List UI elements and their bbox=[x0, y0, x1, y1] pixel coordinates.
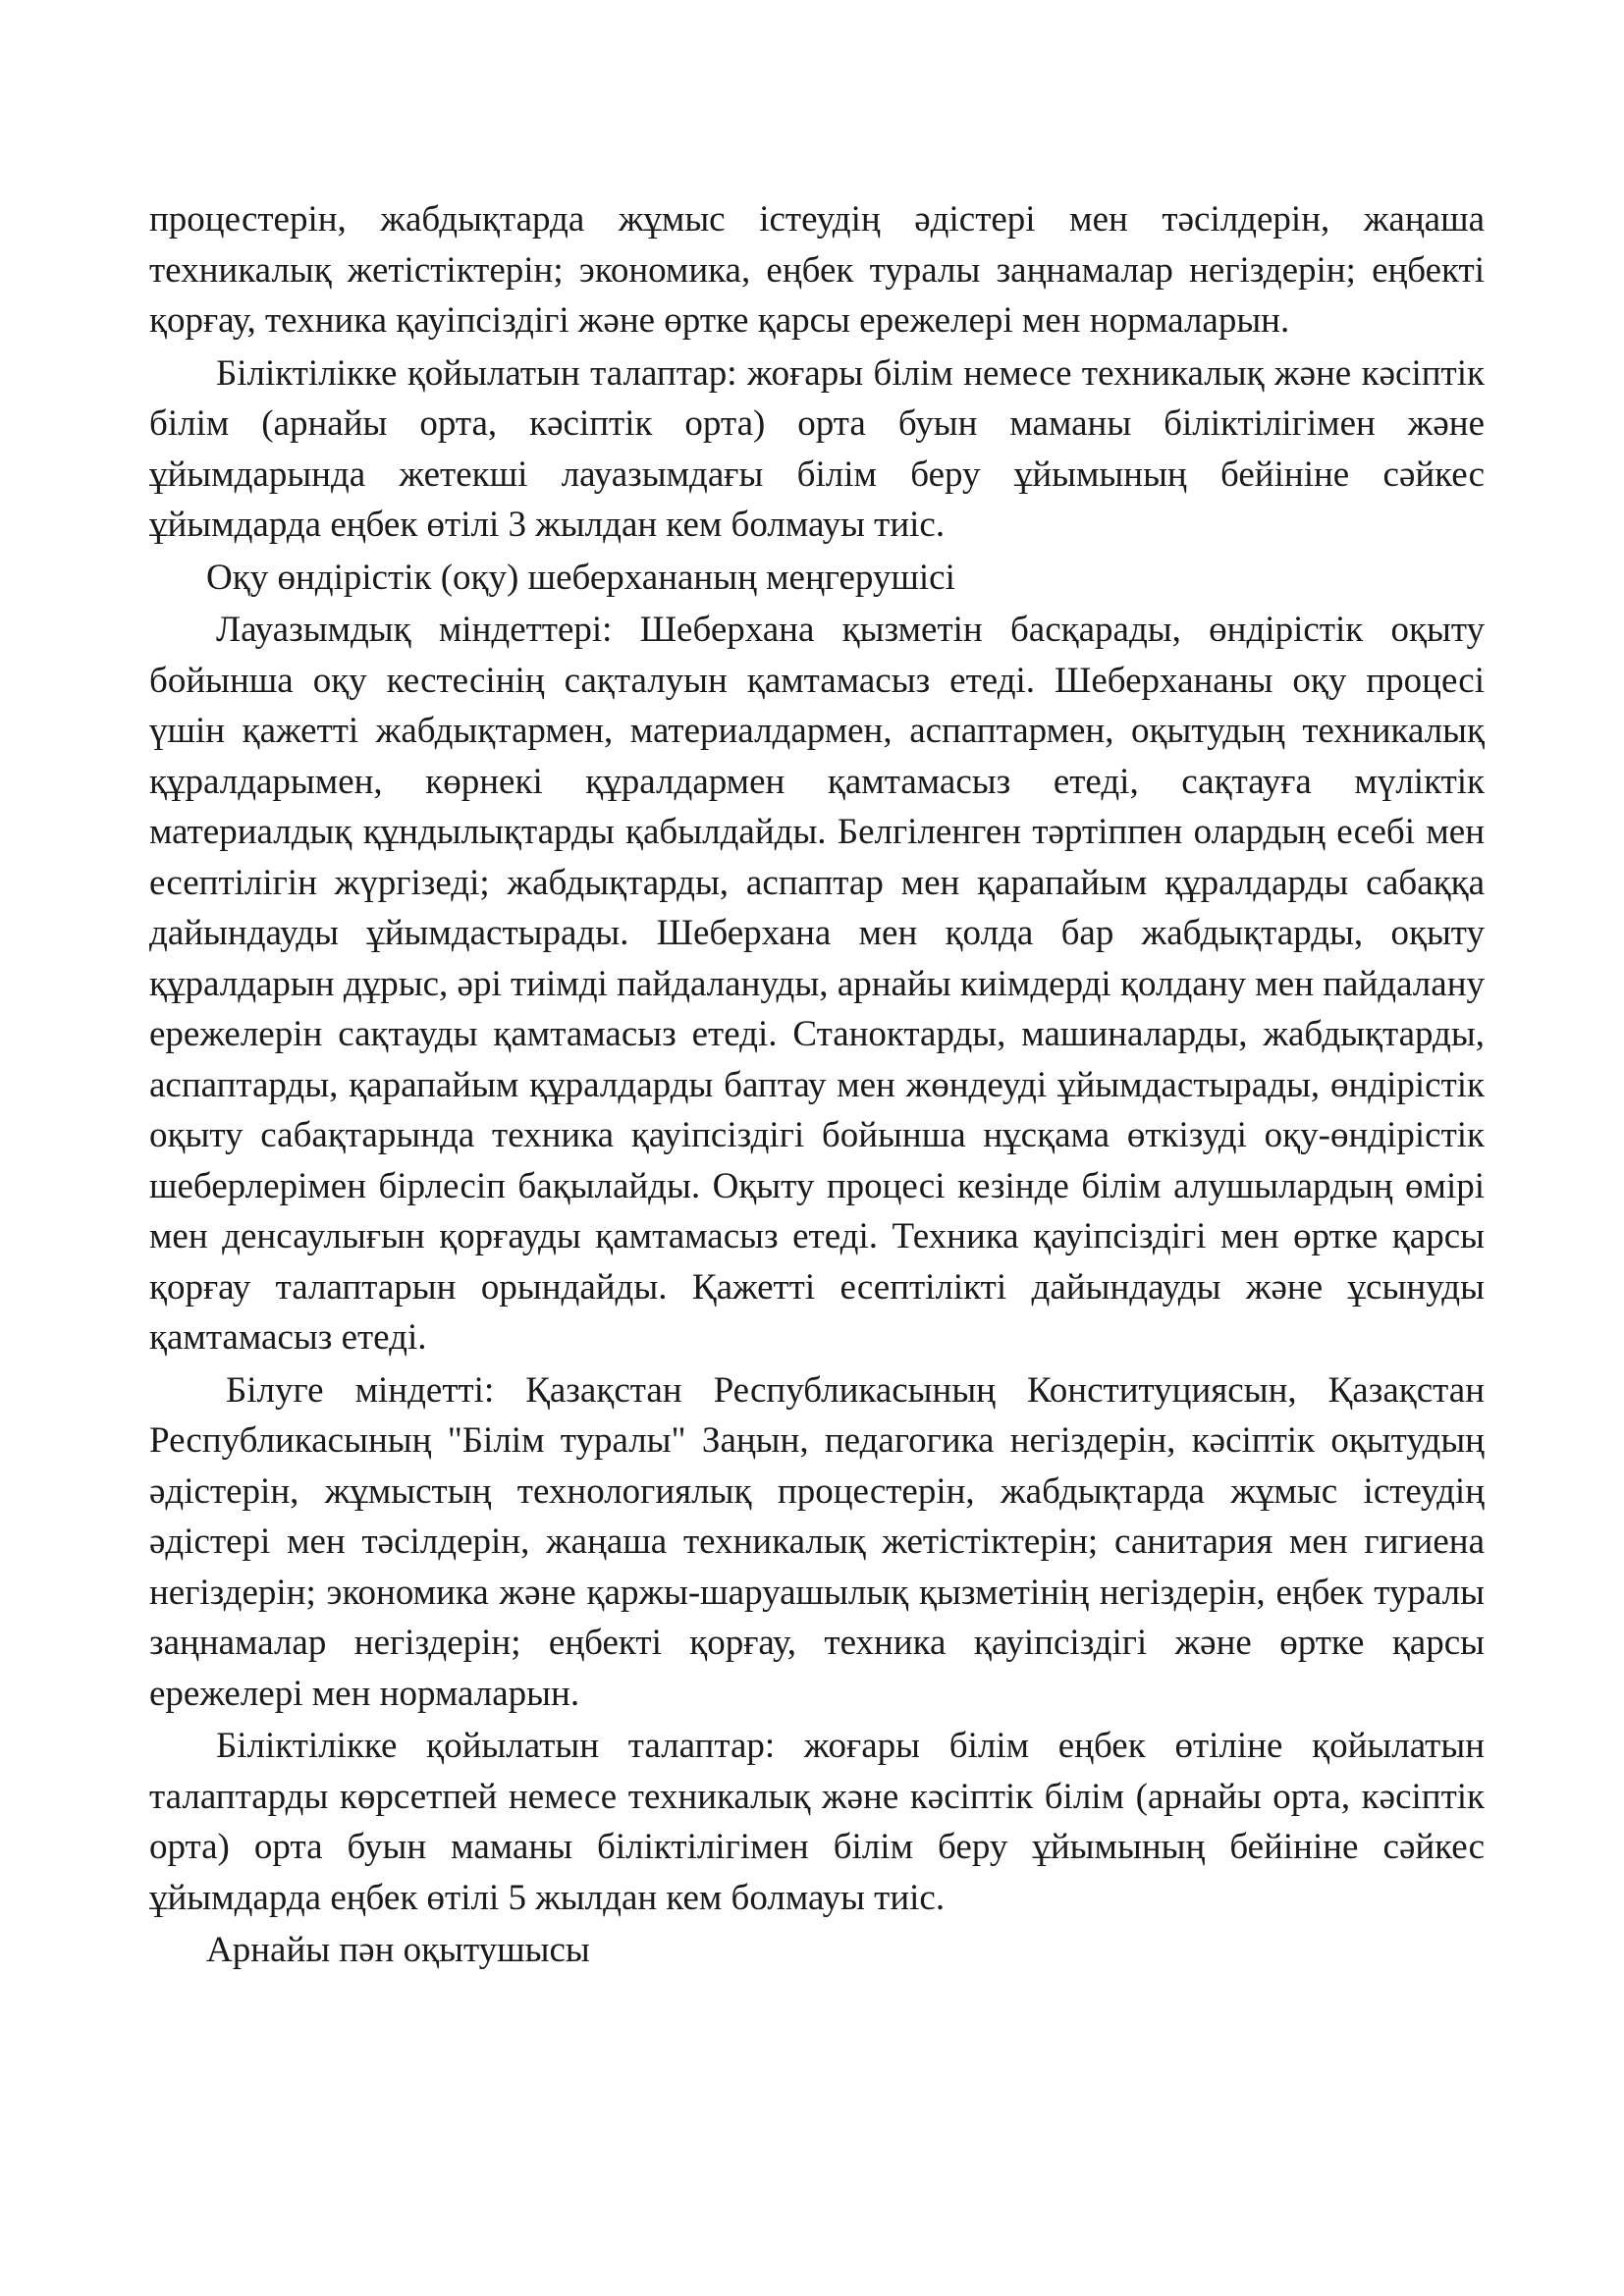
paragraph-job-duties: Лауазымдық міндеттері: Шеберхана қызметін басқарады, өндірістік оқыту бойынша оқу кестесінің сақталуын қамтамасыз етеді. Шеберхананы оқу процесі үшін қажетті жабдықтармен, материалдармен, аспаптармен, оқытудың техникалық құралдарымен, көрнекі құралдармен қамтамасыз етеді, сақтауға мүліктік материалдық құндылықтарды қабылдайды. Белгіленген тәртіппен олардың есебі мен есептілігін жүргізеді; жабдықтарды, аспаптар мен қарапайым құралдарды сабаққа дайындауды ұйымдастырады. Шеберхана мен қолда бар жабдықтарды, оқыту құралдарын дұрыс, әрі тиімді пайдалануды, арнайы киімдерді қолдану мен пайдалану ережелерін сақтауды қамтамасыз етеді. Станоктарды, машиналарды, жабдықтарды, аспаптарды, қарапайым құралдарды баптау мен жөндеуді ұйымдастырады, өндірістік оқыту сабақтарында техника қауіпсіздігі бойынша нұсқама өткізуді оқу-өндірістік шеберлерімен бірлесіп бақылайды. Оқыту процесі кезінде білім алушылардың өмірі мен денсаулығын қорғауды қамтамасыз етеді. Техника қауіпсіздігі мен өртке қарсы қорғау талаптарын орындайды. Қажетті есептілікті дайындауды және ұсынуды қамтамасыз етеді. bbox=[149, 610, 1485, 1358]
paragraph-qualification-requirements-2: Біліктілікке қойылатын талаптар: жоғары білім еңбек өтіліне қойылатын талаптарды көрсетпей немесе техникалық және кәсіптік білім (арнайы орта, кәсіптік орта) орта буын маманы біліктілігімен білім беру ұйымының бейініне сәйкес ұйымдарда еңбек өтілі 5 жылдан кем болмауы тиіс. bbox=[149, 1726, 1485, 1918]
document-body bbox=[149, 194, 1485, 1978]
paragraph-must-know: Білуге міндетті: Қазақстан Республикасының Конституциясын, Қазақстан Республикасының "Білім туралы" Заңын, педагогика негіздерін, кәсіптік оқытудың әдістерін, жұмыстың технологиялық процестерін, жабдықтарда жұмыс істеудің әдістері мен тәсілдерін, жаңаша техникалық жетістіктерін; санитария мен гигиена негіздерін; экономика және қаржы-шаруашылық қызметінің негіздерін, еңбек туралы заңнамалар негіздерін; еңбекті қорғау, техника қауіпсіздігі және өртке қарсы ережелері мен нормаларын. bbox=[149, 1369, 1485, 1714]
position-heading-special-teacher: Арнайы пән оқытушысы bbox=[206, 1930, 590, 1970]
position-heading-workshop-head: Оқу өндірістік (оқу) шеберхананың меңгерушісі bbox=[206, 557, 955, 598]
paragraph-knowledge-continuation: процестерін, жабдықтарда жұмыс істеудің әдістері мен тәсілдерін, жаңаша техникалық жетістіктерін; экономика, еңбек туралы заңнамалар негіздерін; еңбекті қорғау, техника қауіпсіздігі және өртке қарсы ережелері мен нормаларын. bbox=[149, 199, 1485, 341]
paragraph-qualification-requirements-1: Біліктілікке қойылатын талаптар: жоғары білім немесе техникалық және кәсіптік білім (арнайы орта, кәсіптік орта) орта буын маманы біліктілігімен және ұйымдарында жетекші лауазымдағы білім беру ұйымының бейініне сәйкес ұйымдарда еңбек өтілі 3 жылдан кем болмауы тиіс. bbox=[149, 352, 1485, 545]
